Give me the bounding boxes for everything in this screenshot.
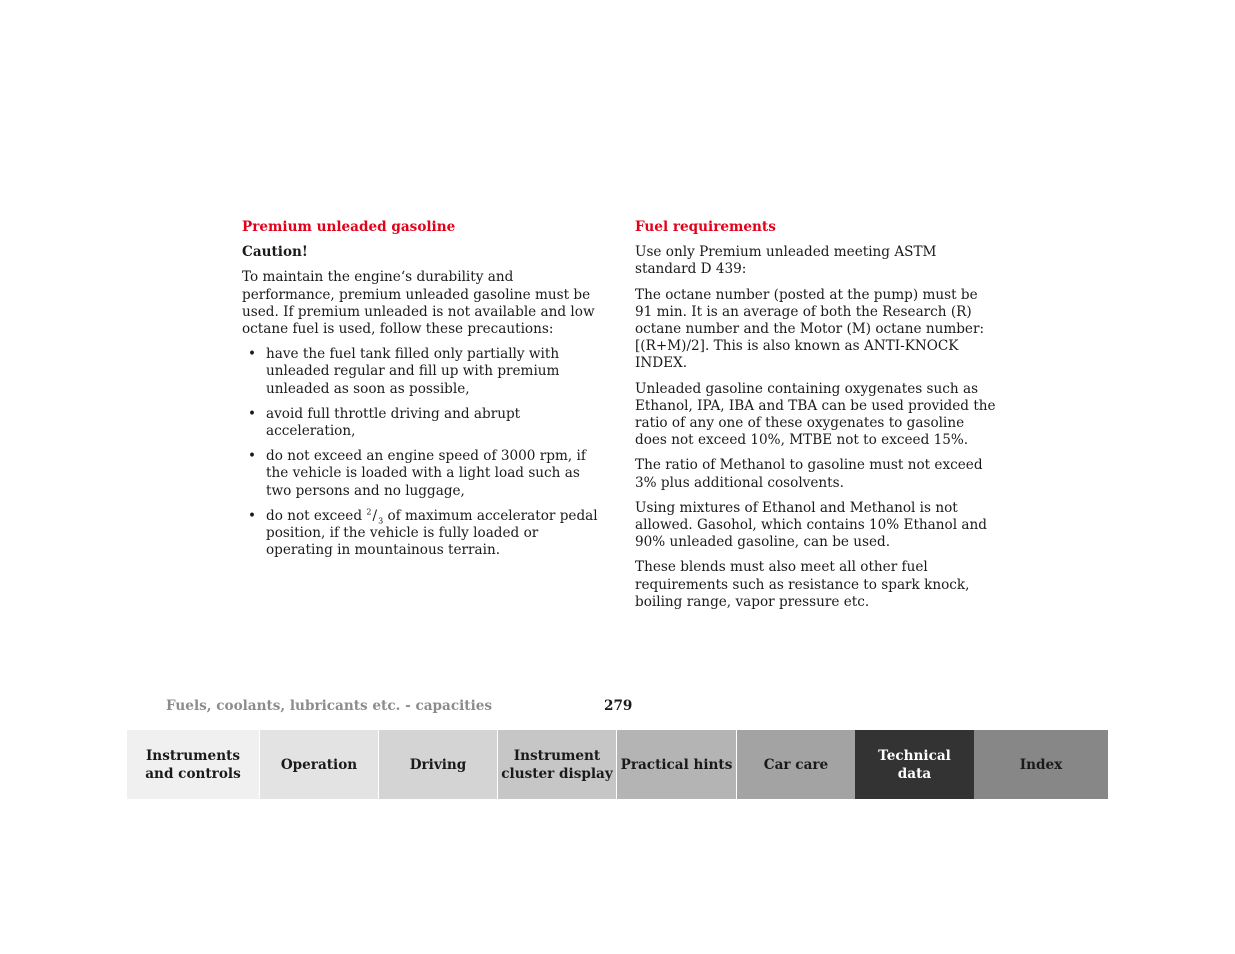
precautions-list (242, 346, 604, 559)
list-item (242, 508, 604, 560)
tab-operation[interactable]: Operation (259, 730, 378, 799)
paragraph: The ratio of Methanol to gasoline must not exceed 3% plus additional cosolvents. (635, 457, 983, 491)
bullet-icon: • (248, 448, 257, 465)
tab-driving[interactable]: Driving (378, 730, 497, 799)
section-heading-premium-unleaded: Premium unleaded gasoline (242, 219, 456, 235)
section-heading-fuel-requirements: Fuel requirements (635, 219, 776, 235)
caution-label: Caution! (242, 244, 308, 261)
paragraph: Unleaded gasoline containing oxygenates such as Ethanol, IPA, IBA and TBA can be used provided the ratio of any one of these oxygenates to gasoline does not exceed 10%, MTBE not to exceed 15%. (635, 380, 996, 449)
tab-instrument-cluster-display[interactable]: Instrument cluster display (497, 730, 616, 799)
tab-practical-hints[interactable]: Practical hints (616, 730, 736, 799)
fraction-denominator: 3 (378, 516, 384, 526)
tab-technical-data[interactable]: Technical data (855, 730, 974, 799)
paragraph: These blends must also meet all other fuel requirements such as resistance to spark knock, boiling range, vapor pressure etc. (635, 559, 970, 610)
intro-paragraph: To maintain the engine‘s durability and performance, premium unleaded gasoline must be used. If premium unleaded is not available and low octane fuel is used, follow these precautions: (242, 269, 595, 338)
paragraph: Using mixtures of Ethanol and Methanol is not allowed. Gasohol, which contains 10% Ethanol and 90% unleaded gasoline, can be used. (635, 499, 987, 551)
fraction-numerator: 2 (366, 507, 372, 517)
bullet-text-after: of maximum accelerator pedal position, if the vehicle is fully loaded or operating in mountainous terrain. (266, 507, 598, 559)
bullet-icon: • (248, 405, 257, 422)
list-item-text: avoid full throttle driving and abrupt acceleration, (266, 405, 521, 440)
list-item-text: do not exceed an engine speed of 3000 rpm, if the vehicle is loaded with a light load such as two persons and no luggage, (266, 448, 586, 499)
bullet-text-before: do not exceed (266, 507, 367, 524)
right-column (635, 219, 997, 619)
bullet-icon: • (248, 507, 257, 524)
page-number: 279 (604, 698, 633, 714)
tab-instruments-and-controls[interactable]: Instruments and controls (127, 730, 259, 799)
bullet-icon: • (248, 346, 257, 363)
fraction-slash: / (372, 507, 378, 524)
list-item (242, 346, 604, 398)
list-item-text (266, 508, 598, 558)
tab-car-care[interactable]: Car care (736, 730, 855, 799)
paragraph: Use only Premium unleaded meeting ASTM standard D 439: (635, 244, 937, 278)
tab-index[interactable]: Index (974, 730, 1108, 799)
paragraph: The octane number (posted at the pump) must be 91 min. It is an average of both the Research (R) octane number and the Motor (M) octane number: [(R+M)/2]. This is also known as ANTI-KNOCK INDEX. (635, 286, 985, 372)
chapter-nav-tabs (127, 730, 1108, 799)
list-item (242, 406, 604, 440)
list-item-text: have the fuel tank filled only partially with unleaded regular and fill up with premium unleaded as soon as possible, (266, 346, 560, 397)
left-column (242, 219, 604, 567)
chapter-title: Fuels, coolants, lubricants etc. - capacities (166, 698, 493, 714)
list-item (242, 448, 604, 500)
